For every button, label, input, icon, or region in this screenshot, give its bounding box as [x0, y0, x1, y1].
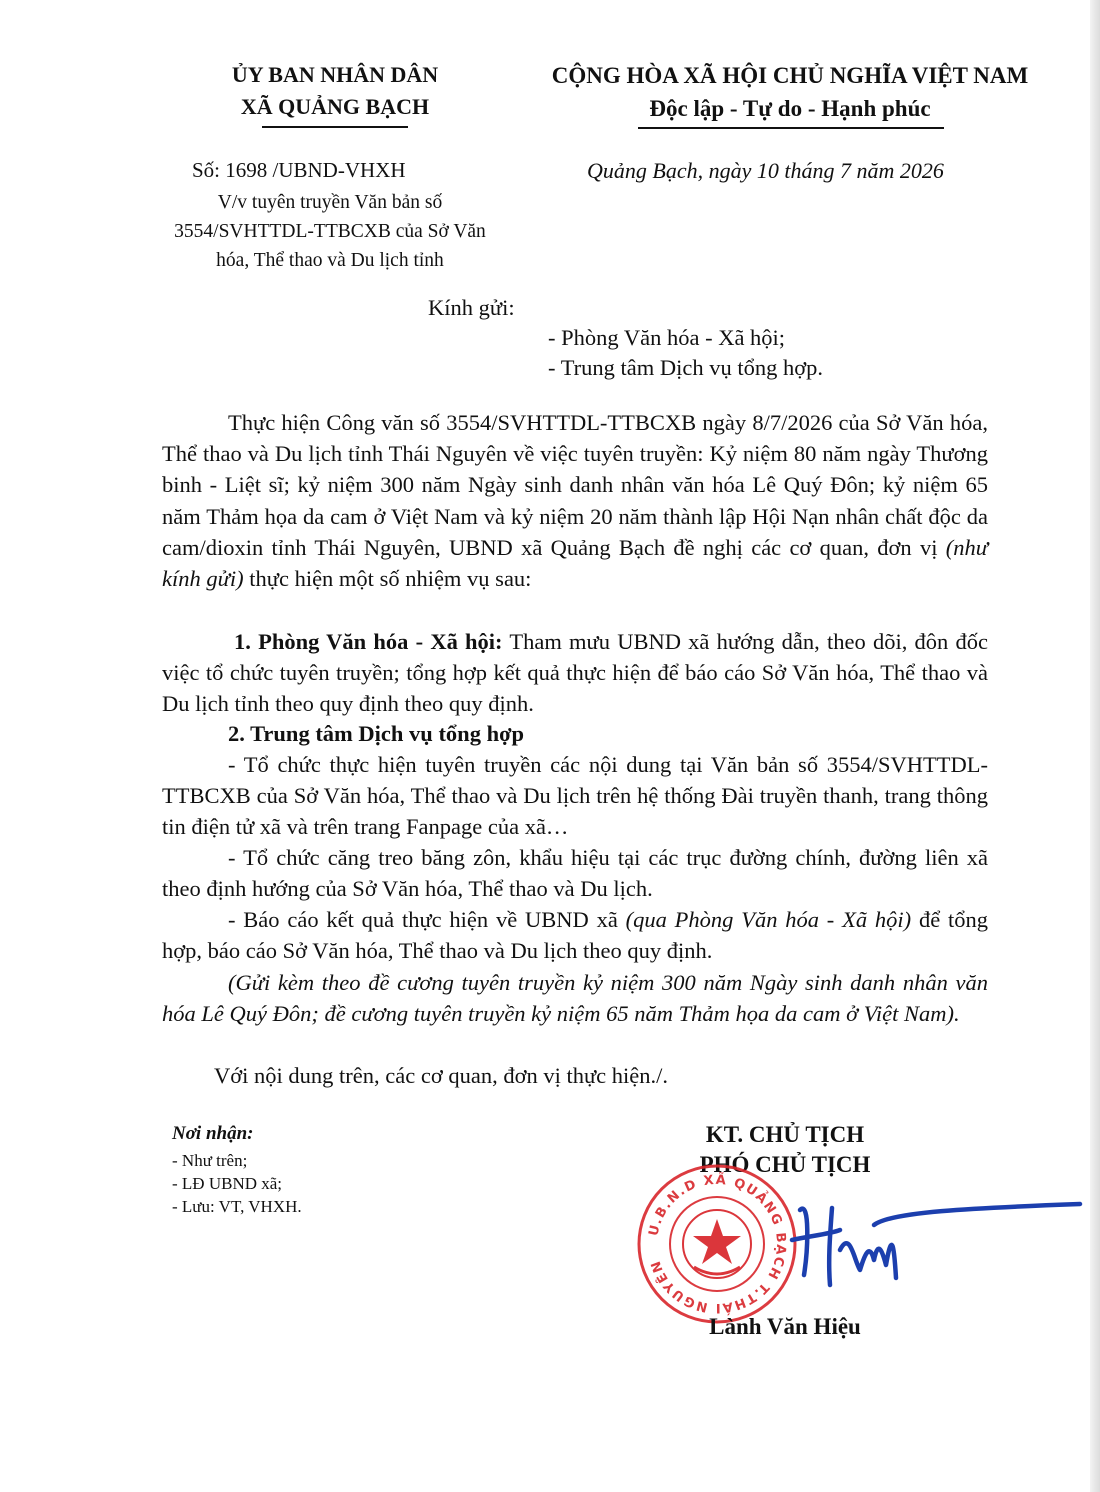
sign-title-1: KT. CHỦ TỊCH	[705, 1122, 865, 1147]
intro-paragraph	[162, 407, 988, 594]
doc-number: Số: 1698 /UBND-VHXH	[192, 158, 406, 182]
motto-underline	[638, 127, 944, 129]
intro-text-italic: (như kính gửi)	[162, 534, 988, 592]
subject-line2: 3554/SVHTTDL-TTBCXB của Sở Văn	[174, 221, 486, 242]
nation-motto: Độc lập - Tự do - Hạnh phúc	[649, 96, 931, 121]
receivers-title: Nơi nhận:	[172, 1123, 254, 1144]
item-2-bullet-1	[162, 749, 988, 843]
item-1-paragraph	[162, 626, 988, 720]
page-edge	[1090, 0, 1100, 1492]
item-2-bullet-3-italic: (qua Phòng Văn hóa - Xã hội)	[625, 907, 912, 932]
subject-line3: hóa, Thể thao và Du lịch tỉnh	[216, 250, 444, 271]
intro-text-a: Thực hiện Công văn số 3554/SVHTTDL-TTBCXB ngày 8/7/2026 của Sở Văn hóa, Thể thao và Du lịch tỉnh Thái Nguyên về việc tuyên truyền: Kỷ niệm 80 năm ngày Thương binh - Liệt sĩ; kỷ niệm 300 năm Ngày sinh danh nhân văn hóa Lê Quý Đôn; kỷ niệm 65 năm Thảm họa da cam ở Việt Nam và kỷ niệm 20 năm thành lập Hội Nạn nhân chất độc da cam/dioxin tỉnh Thái Nguyên, UBND xã Quảng Bạch đề nghị các cơ quan, đơn vị	[162, 410, 988, 560]
place-date: Quảng Bạch, ngày 10 tháng 7 năm 2026	[587, 158, 944, 183]
item-2-bullet-3	[162, 904, 988, 966]
attachment-note	[162, 967, 988, 1029]
intro-text-b: thực hiện một số nhiệm vụ sau:	[243, 566, 532, 592]
recipient-1: - Phòng Văn hóa - Xã hội;	[548, 325, 786, 350]
receiver-item-1: - Như trên;	[172, 1151, 248, 1170]
receiver-item-3: - Lưu: VT, VHXH.	[172, 1197, 302, 1216]
org-underline	[262, 126, 408, 128]
item-1-label: 1. Phòng Văn hóa - Xã hội:	[234, 629, 503, 654]
recipient-2: - Trung tâm Dịch vụ tổng hợp.	[548, 355, 824, 380]
item-2-heading: 2. Trung tâm Dịch vụ tổng hợp	[228, 721, 525, 746]
attachment-text: (Gửi kèm theo đề cương tuyên truyền kỷ niệm 300 năm Ngày sinh danh nhân văn hóa Lê Quý Đôn; đề cương tuyên truyền kỷ niệm 65 năm Thảm họa da cam ở Việt Nam).	[162, 970, 988, 1027]
item-2-bullet-3-text-b: để tổng hợp, báo cáo Sở Văn hóa, Thể thao và Du lịch theo quy định.	[162, 907, 988, 964]
sign-title-2: PHÓ CHỦ TỊCH	[699, 1152, 871, 1177]
org-name-line2: XÃ QUẢNG BẠCH	[240, 94, 430, 119]
org-name-line1: ỦY BAN NHÂN DÂN	[231, 62, 439, 87]
item-2-bullet-2	[162, 842, 988, 904]
subject-line1: V/v tuyên truyền Văn bản số	[217, 192, 443, 213]
nation-title: CỘNG HÒA XÃ HỘI CHỦ NGHĨA VIỆT NAM	[551, 63, 1029, 88]
greeting: Kính gửi:	[428, 295, 515, 320]
star-emblem	[683, 1210, 751, 1278]
receiver-item-2: - LĐ UBND xã;	[172, 1174, 283, 1193]
seal-text: U.B.N.D XÃ QUẢNG BẠCH T.THÁI NGUYÊN	[646, 1172, 789, 1316]
item-2-bullet-1-text: - Tổ chức thực hiện tuyên truyền các nội dung tại Văn bản số 3554/SVHTTDL-TTBCXB của Sở Văn hóa, Thể thao và Du lịch trên hệ thống Đài truyền thanh, trang thông tin điện tử xã và trên trang Fanpage của xã…	[162, 752, 988, 840]
item-1-text: Tham mưu UBND xã hướng dẫn, theo dõi, đôn đốc việc tổ chức tuyên truyền; tổng hợp kết quả thực hiện để báo cáo Sở Văn hóa, Thể thao và Du lịch tỉnh theo quy định theo quy định.	[162, 629, 988, 717]
handwritten-signature	[770, 1190, 1090, 1300]
item-2-bullet-3-text-a: - Báo cáo kết quả thực hiện về UBND xã	[228, 907, 626, 932]
signer-name: Lành Văn Hiệu	[709, 1314, 861, 1339]
item-2-bullet-2-text: - Tổ chức căng treo băng zôn, khẩu hiệu tại các trục đường chính, đường liên xã theo định hướng của Sở Văn hóa, Thể thao và Du lịch.	[162, 845, 988, 902]
closing-line: Với nội dung trên, các cơ quan, đơn vị thực hiện./.	[214, 1063, 669, 1088]
